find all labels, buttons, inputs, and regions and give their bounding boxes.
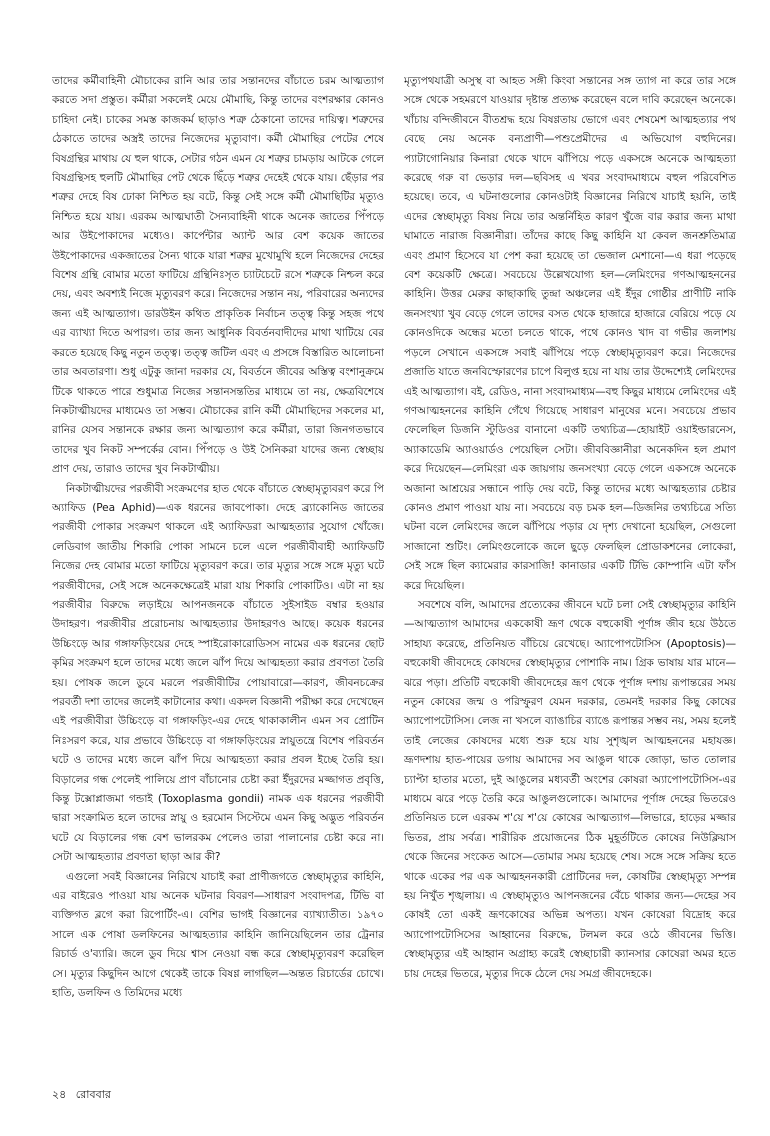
paragraph-parasite-suicide: নিকটাত্মীয়দের পরজীবী সংক্রমণের হাত থেকে বাঁচাতে স্বেচ্ছামৃত্যুবরণ করে পি অ্যাফিড (Pea Aphid)—এক ধরনের জাবপোকা। দেহে ব্র্যাকোনিড জাতের পরজীবী পোকার সংক্রমণ থাকলে এই অ্যাফিডরা আত্মহত্যার সুযোগ খোঁজে। লেডিবাগ জাতীয় শিকারি পোকা সামনে চলে এলে পরজীবীবাহী অ্যাফিডটি নিজের দেহ বোমার মতো ফাটিয়ে মৃত্যুবরণ করে। তার মৃত্যুর সঙ্গে সঙ্গে মৃত্যু ঘটে পরজীবীদের, সেই সঙ্গে অনেকক্ষেত্রেই মারা যায় শিকারি পোকাটিও। এটা না হয় পরজীবীর বিরুদ্ধে লড়াইয়ে আপনজনকে বাঁচাতে সুইসাইড বম্বার হওয়ার উদাহরণ। পরজীবীর প্ররোচনায় আত্মহত্যার উদাহরণও আছে। কয়েক ধরনের উচ্চিংড়ে আর গঙ্গাফড়িংয়ের দেহে স্পাইরোকারোডিসস নামের এক ধরনের ছোট কৃমির সংক্রমণ হলে তাদের মধ্যে জলে ঝাঁপ দিয়ে আত্মহত্যা করার প্রবণতা তৈরি হয়। পোষক জলে ডুবে মরলে পরজীবীটির পোয়াবারো—কারণ, জীবনচক্রের পরবর্তী দশা তাদের জলেই কাটানোর কথা। একদল বিজ্ঞানী পরীক্ষা করে দেখেছেন এই পরজীবীরা উচ্চিংড়ে বা গঙ্গাফড়িং-এর দেহে থাকাকালীন এমন সব প্রোটিন নিঃসরণ করে, যার প্রভাবে উচ্চিংড়ে বা গঙ্গাফড়িংয়ের স্নায়ুতন্ত্রে বিশেষ পরিবর্তন ঘটে ও তাদের মধ্যে জলে ঝাঁপ দিয়ে আত্মহত্যা করার প্রবল ইচ্ছে তৈরি হয়। বিড়ালের গন্ধ পেলেই পালিয়ে প্রাণ বাঁচানোর চেষ্টা করা ইঁদুরদের মজ্জাগত প্রবৃত্তি, কিন্তু টক্সোপ্লাজমা গন্ডাই (Toxoplasma gondii) নামক এক ধরনের পরজীবী দ্বারা সংক্রামিত হলে তাদের স্নায়ু ও হরমোন সিস্টেমে এমন কিছু অদ্ভুত পরিবর্তন ঘটে যে বিড়ালের গন্ধ বেশ ভালরকম পেলেও তারা পালানোর চেষ্টা করে না। সেটা আত্মহত্যার প্রবণতা ছাড়া আর কী? [52,482,384,864]
publication-name: রোববার [75,1088,111,1101]
paragraph-lemming-myth: মৃত্যুপথযাত্রী অসুস্থ বা আহত সঙ্গী কিংবা সন্তানের সঙ্গ ত্যাগ না করে তার সঙ্গে সঙ্গে থেকে সহমরণে যাওয়ার দৃষ্টান্ত প্রত্যক্ষ করেছেন বলে দাবি করেছেন অনেকে। খাঁচায় বন্দিজীবনে বীতশ্রদ্ধ হয়ে বিষণ্ণতায় ভোগে এবং শেষমেশ আত্মহত্যার পথ বেছে নেয় অনেক বন্যপ্রাণী—পশুপ্রেমীদের এ অভিযোগ বহুদিনের। প্যাটাগোনিয়ার কিনারা থেকে খাদে ঝাঁপিয়ে পড়ে একসঙ্গে অনেকে আত্মহত্যা করেছে গরু বা ভেড়ার দল—ছবিসহ এ খবর সংবাদমাধ্যমে বহুল পরিবেশিত হয়েছে। তবে, এ ঘটনাগুলোর কোনওটাই বিজ্ঞানের নিরিখে যাচাই হয়নি, তাই এদের স্বেচ্ছামৃত্যু বিষয় নিয়ে তার অন্তর্নিহিত কারণ খুঁজে বার করার জন্য মাথা ঘামাতে নারাজ বিজ্ঞানীরা। তাঁদের কাছে কিছু কাহিনি যা কেবল জনশ্রুতিমাত্র এবং প্রমাণ হিসেবে যা পেশ করা হয়েছে তা ভেজাল মেশানো—এ ধরা পড়েছে বেশ কয়েকটি ক্ষেত্রে। সবচেয়ে উল্লেখযোগ্য হল—লেমিংদের গণআত্মহননের কাহিনি। উত্তর মেরুর কাছাকাছি তুন্দ্রা অঞ্চলের এই ইঁদুর গোষ্ঠীর প্রাণীটি নাকি জনসংখ্যা খুব বেড়ে গেলে তাদের বসত থেকে হাজারে হাজারে বেরিয়ে পড়ে যে কোনওদিকে অন্ধের মতো চলতে থাকে, পথে কোনও খাদ বা গভীর জলাশয় পড়লে সেখানে একসঙ্গে সবাই ঝাঁপিয়ে পড়ে স্বেচ্ছামৃত্যুবরণ করে। নিজেদের প্রজাতি যাতে জনবিস্ফোরণের চাপে বিলুপ্ত হয়ে না যায় তার উদ্দেশ্যেই লেমিংদের এই আত্মত্যাগ। বই, রেডিও, নানা সংবাদমাধ্যম—বহু কিছুর মাধ্যমে লেমিংদের এই গণআত্মহননের কাহিনি গেঁথে গিয়েছে সাধারণ মানুষের মনে। সবচেয়ে প্রভাব ফেলেছিল ডিজনি স্টুডিওর বানানো একটি তথ্যচিত্র—হোয়াইট ওয়াইল্ডারনেস, অ্যাকাডেমি অ্যাওয়ার্ডও পেয়েছিল সেটা। জীববিজ্ঞানীরা অনেকদিন হল প্রমাণ করে দিয়েছেন—লেমিংরা এক জায়গায় জনসংখ্যা বেড়ে গেলে একসঙ্গে অনেকে অজানা আশ্রয়ের সন্ধানে পাড়ি দেয় বটে, কিন্তু তাদের মধ্যে আত্মহত্যার চেষ্টার কোনও প্রমাণ পাওয়া যায় না। সবচেয়ে বড় চমক হল—ডিজনির তথ্যচিত্রে সত্যি ঘটনা বলে লেমিংদের জলে ঝাঁপিয়ে পড়ার যে দৃশ্য দেখানো হয়েছিল, সেগুলো সাজানো শুটিং। লেমিংগুলোকে জলে ছুড়ে ফেলছিল প্রোডাকশনের লোকেরা, সেই সঙ্গে ছিল ক্যামেরার কারসাজি! কানাডার একটি টিভি কোম্পানি এটা ফাঁস করে দিয়েছিল। [404,75,736,592]
paragraph-dolphin-story: এগুলো সবই বিজ্ঞানের নিরিখে যাচাই করা প্রাণীজগতে স্বেচ্ছামৃত্যুর কাহিনি, এর বাইরেও পাওয়া যায় অনেক ঘটনার বিবরণ—সাধারণ সংবাদপত্র, টিভি বা ব্যক্তিগত ব্লগে করা রিপোর্টিং-এ। বেশির ভাগই বিজ্ঞানের ব্যাখ্যাতীত। ১৯৭০ সালে এক পোষা ডলফিনের আত্মহত্যার কাহিনি জানিয়েছিলেন তার ট্রেনার রিচার্ড ও'ব্যারি। জলে ডুব দিয়ে শ্বাস নেওয়া বন্ধ করে স্বেচ্ছামৃত্যুবরণ করেছিল সে। মৃত্যুর কিছুদিন আগে থেকেই তাকে বিষণ্ণ লাগছিল—অন্তত রিচার্ডের চোখে। হাতি, ডলফিন ও তিমিদের মধ্যে [52,870,384,1000]
page-number: ২৪ [52,1088,67,1101]
paragraph-bee-sacrifice: তাদের কর্মীবাহিনী মৌচাকের রানি আর তার সন্তানদের বাঁচাতে চরম আত্মত্যাগ করতে সদা প্রস্তুত। কর্মীরা সকলেই মেয়ে মৌমাছি, কিন্তু তাদের বংশরক্ষার কোনও চাহিদা নেই। চাকের সমস্ত কাজকর্ম ছাড়াও শত্রু ঠেকানো তাদের দায়িত্ব। শত্রুদের ঠেকাতে তাদের অস্ত্রই তাদের নিজেদের মৃত্যুবাণ। কর্মী মৌমাছির পেটের শেষে বিষগ্রন্থির মাথায় যে হুল থাকে, সেটার গঠন এমন যে শত্রুর চামড়ায় আটকে গেলে বিষগ্রন্থিসহ হুলটি মৌমাছির পেট থেকে ছিঁড়ে শত্রুর দেহেই থেকে যায়। ছেঁড়ার পর শত্রুর দেহে বিষ ঢোকা নিশ্চিত হয় বটে, কিন্তু সেই সঙ্গে কর্মী মৌমাছিটির মৃত্যুও নিশ্চিত হয়ে যায়। এরকম আত্মঘাতী সৈন্যবাহিনী থাকে অনেক জাতের পিঁপড়ে আর উইপোকাদের মধ্যেও। কার্পেন্টার অ্যান্ট আর বেশ কয়েক জাতের উইপোকাদের একজাতের সৈন্য থাকে যারা শত্রুর মুখোমুখি হলে নিজেদের দেহের বিশেষ গ্রন্থি বোমার মতো ফাটিয়ে গ্রন্থিনিঃসৃত চ্যাটচেটে রসে শত্রুকে নিশ্চল করে দেয়, এবং অবশ্যই নিজে মৃত্যুবরণ করে। নিজেদের সন্তান নয়, পরিবারের অন্যদের জন্য এই আত্মত্যাগ। ডারউইন কথিত প্রাকৃতিক নির্বাচন তত্ত্ব কিন্তু সহজ পথে এর ব্যাখ্যা দিতে অপারগ। তার জন্য আধুনিক বিবর্তনবাদীদের মাথা খাটিয়ে বের করতে হয়েছে কিছু নতুন তত্ত্ব। তত্ত্ব জটিল এবং এ প্রসঙ্গে বিস্তারিত আলোচনা তার অবতারণা। শুধু এটুকু জানা দরকার যে, বিবর্তনে জীবের অস্তিত্ব বংশানুক্রমে টিকে থাকতে পারে শুধুমাত্র নিজের সন্তানসন্ততির মাধ্যমে তা নয়, ক্ষেত্রবিশেষে নিকটাত্মীয়দের মাধ্যমেও তা সম্ভব। মৌচাকের রানি কর্মী মৌমাছিদের সকলের মা, রানির যেসব সন্তানকে রক্ষার জন্য আত্মত্যাগ করে কর্মীরা, তারা জিনগতভাবে তাদের খুব নিকট সম্পর্কের বোন। পিঁপড়ে ও উই সৈনিকরা যাদের জন্য স্বেচ্ছায় প্রাণ দেয়, তারাও তাদের খুব নিকটাত্মীয়। [52,75,384,476]
article-body [52,72,736,1082]
paragraph-apoptosis: সবশেষে বলি, আমাদের প্রত্যেকের জীবনে ঘটে চলা সেই স্বেচ্ছামৃত্যুর কাহিনি—আত্মত্যাগ আমাদের এককোষী ভ্রূণ থেকে বহুকোষী পূর্ণাঙ্গ জীব হয়ে উঠতে সাহায্য করেছে, প্রতিনিয়ত বাঁচিয়ে রেখেছে। অ্যাপোপটোসিস (Apoptosis)—বহুকোষী জীবদেহে কোষদের স্বেচ্ছামৃত্যুর পোশাকি নাম। গ্রিক ভাষায় যার মানে—ঝরে পড়া। প্রতিটি বহুকোষী জীবদেহের ভ্রূণ থেকে পূর্ণাঙ্গ দশায় রূপান্তরের সময় নতুন কোষের জন্ম ও পরিস্ফুরণ যেমন দরকার, তেমনই দরকার কিছু কোষের অ্যাপোপটোসিস। লেজ না খসলে ব্যাঙাচির ব্যাঙে রূপান্তর সম্ভব নয়, সময় হলেই তাই লেজের কোষদের মধ্যে শুরু হয়ে যায় সুশৃঙ্খল আত্মহননের মহাযজ্ঞ। ভ্রূণদশায় হাত-পায়ের ডগায় আমাদের সব আঙুল থাকে জোড়া, ভাত তোলার চ্যাপ্টা হাতার মতো, দুই আঙুলের মধ্যবর্তী অংশের কোষরা অ্যাপোপটোসিস-এর মাধ্যমে ঝরে পড়ে তৈরি করে আঙুলগুলোকে। আমাদের পূর্ণাঙ্গ দেহের ভিতরেও প্রতিনিয়ত চলে এরকম শ'য়ে শ'য়ে কোষের আত্মত্যাগ—লিভারে, হাড়ের মজ্জার ভিতর, প্রায় সর্বত্র। শারীরিক প্রয়োজনের ঠিক মুহূর্তটিতে কোষের নিউক্লিয়াস থেকে জিনের সংকেত আসে—তোমার সময় হয়েছে শেষ। সঙ্গে সঙ্গে সক্রিয় হতে থাকে একের পর এক আত্মহননকারী প্রোটিনের দল, কোষটির স্বেচ্ছামৃত্যু সম্পন্ন হয় নিখুঁত শৃঙ্খলায়। এ স্বেচ্ছামৃত্যুও আপনজনের বেঁচে থাকার জন্য—দেহের সব কোষই তো একই ভ্রূণকোষের অভিন্ন অপত্য। যখন কোষেরা বিদ্রোহ করে অ্যাপোপটোসিসের আহ্বানের বিরুদ্ধে, টলমল করে ওঠে জীবনের ভিত্তি। স্বেচ্ছামৃত্যুর এই আহ্বান অগ্রাহ্য করেই স্বেচ্ছাচারী ক্যানসার কোষেরা অমর হতে চায় দেহের ভিতরে, মৃত্যুর দিকে ঠেলে দেয় সমগ্র জীবদেহকে। [404,598,736,980]
page-footer [52,1088,111,1102]
right-column [404,72,736,1082]
left-column [52,72,384,1082]
